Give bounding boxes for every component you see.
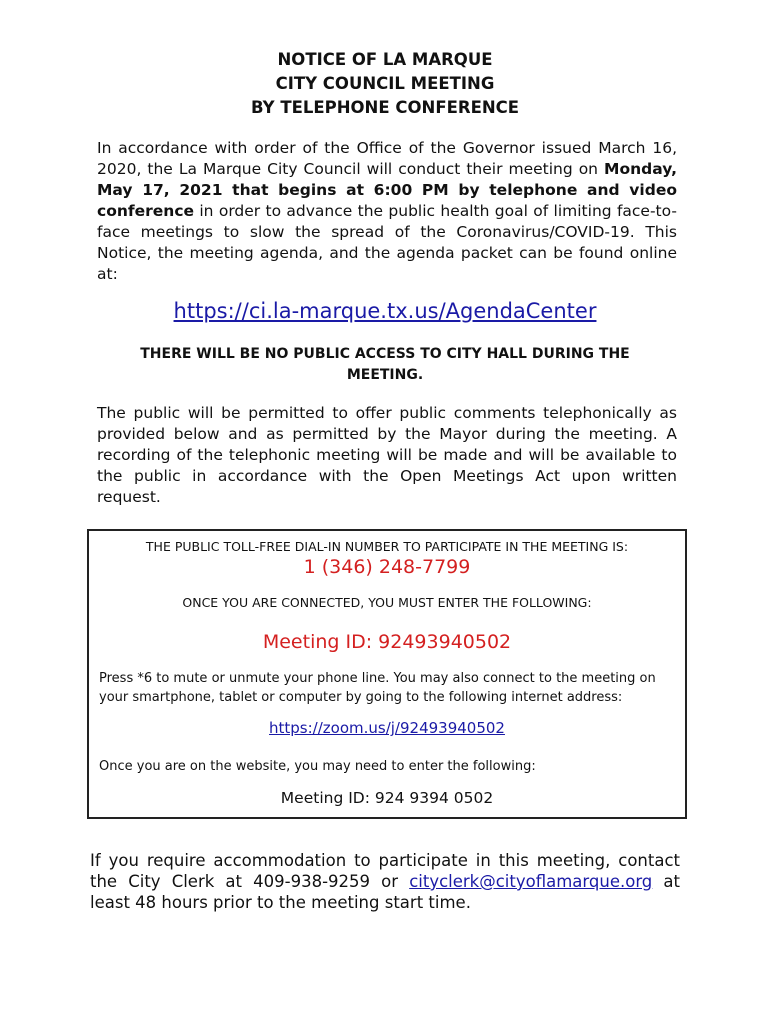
- title-line-3: BY TELEPHONE CONFERENCE: [250, 98, 520, 117]
- meeting-id-highlight: Meeting ID: 92493940502: [262, 631, 512, 653]
- intro-paragraph: [97, 138, 677, 285]
- public-comments-paragraph: The public will be permitted to offer public comments telephonically as provided below and as permitted by the Mayor during the meeting. A recording of the telephonic meeting will be made and will be available to the public in accordance with the Open Meetings Act upon written request.: [97, 404, 677, 506]
- accommodation-text-before: If you require accommodation to participate in this meeting, contact the City Clerk at 409-938-9259 or: [90, 851, 680, 891]
- agenda-center-link[interactable]: https://ci.la-marque.tx.us/AgendaCenter: [173, 299, 597, 323]
- toll-free-label: THE PUBLIC TOLL-FREE DIAL-IN NUMBER TO PARTICIPATE IN THE MEETING IS:: [145, 539, 629, 554]
- title-line-1: NOTICE OF LA MARQUE: [277, 50, 493, 69]
- mute-instructions: Press *6 to mute or unmute your phone line. You may also connect to the meeting on your smartphone, tablet or computer by going to the following internet address:: [99, 671, 656, 705]
- accommodation-paragraph: [90, 850, 680, 913]
- website-instruction: Once you are on the website, you may need to enter the following:: [99, 759, 536, 774]
- accommodation-text-after: at least 48 hours prior to the meeting start time.: [90, 872, 680, 912]
- city-clerk-email-link[interactable]: cityclerk@cityoflamarque.org: [409, 872, 653, 891]
- zoom-meeting-link[interactable]: https://zoom.us/j/92493940502: [269, 719, 505, 737]
- intro-meeting-datetime: Monday, May 17, 2021 that begins at 6:00 PM by telephone and video conference: [97, 160, 677, 220]
- dial-in-info-box: [87, 529, 687, 819]
- intro-text-before: In accordance with order of the Office of the Governor issued March 16, 2020, the La Marque City Council will conduct their meeting on: [97, 139, 677, 178]
- notice-title: [0, 48, 770, 120]
- connected-instruction: ONCE YOU ARE CONNECTED, YOU MUST ENTER THE FOLLOWING:: [182, 595, 592, 610]
- intro-text-after: in order to advance the public health goal of limiting face-to-face meetings to slow the spread of the Coronavirus/COVID-19. This Notice, the meeting agenda, and the agenda packet can be found online at:: [97, 202, 677, 283]
- dial-in-phone-number: 1 (346) 248-7799: [303, 556, 471, 578]
- meeting-id-formatted: Meeting ID: 924 9394 0502: [280, 789, 494, 807]
- title-line-2: CITY COUNCIL MEETING: [275, 74, 495, 93]
- no-public-access-notice: THERE WILL BE NO PUBLIC ACCESS TO CITY HALL DURING THE MEETING.: [140, 346, 630, 383]
